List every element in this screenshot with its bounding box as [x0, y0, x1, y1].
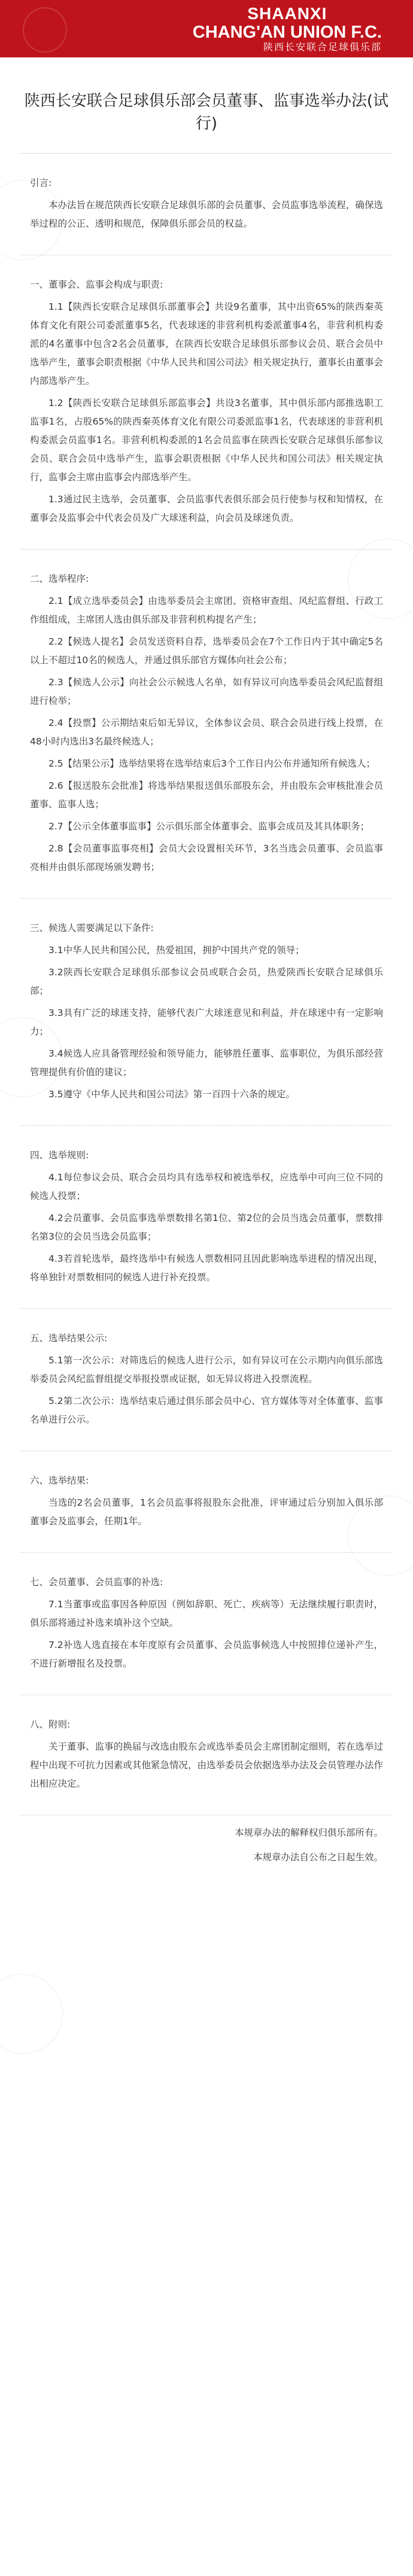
section-heading: 三、候选人需要满足以下条件:: [30, 923, 154, 933]
title-divider: [20, 153, 393, 154]
section-paragraph: 4.3若首轮选举，最终选举中有候选人票数相同且因此影响选举进程的情况出现，将单独针对票数相同的候选人进行补充投票。: [30, 1253, 383, 1283]
footer-interpretation-note: 本规章办法的解释权归俱乐部所有。: [234, 1827, 383, 1838]
section-paragraph: 3.2陕西长安联合足球俱乐部参议会员或联合会员，热爱陕西长安联合足球俱乐部；: [30, 967, 383, 996]
intro-heading: 引言:: [30, 178, 52, 188]
section-paragraph: 2.5【结果公示】选举结果将在选举结束后3个工作日内公布并通知所有候选人；: [48, 758, 376, 769]
club-brand: [193, 5, 382, 53]
brand-line-1: SHAANXI: [247, 4, 327, 23]
section-paragraph: 2.1【成立选举委员会】由选举委员会主席团、资格审查组、风纪监督组、行政工作组组成，主席团人选由俱乐部及非营利机构提名产生；: [30, 596, 383, 625]
section-divider: [20, 549, 393, 550]
section-heading: 五、选举结果公示:: [30, 1333, 108, 1344]
section-heading: 七、会员董事、会员监事的补选:: [30, 1577, 163, 1588]
club-crest-icon: [23, 7, 67, 53]
section-paragraph: 2.3【候选人公示】向社会公示候选人名单，如有异议可向选举委员会风纪监督组进行检举；: [30, 677, 383, 706]
section-heading: 二、选举程序:: [30, 573, 89, 584]
section-paragraph: 2.6【报送股东会批准】将选举结果报送俱乐部股东会，并由股东会审核批准会员董事、监事人选；: [30, 780, 383, 810]
intro-text: 本办法旨在规范陕西长安联合足球俱乐部的会员董事、会员监事选举流程，确保选举过程的公正、透明和规范，保障俱乐部会员的权益。: [30, 200, 383, 229]
section-paragraph: 1.2【陕西长安联合足球俱乐部监事会】共设3名董事，其中俱乐部内部推选职工监事1名，占股65%的陕西秦英体育文化有限公司委派监事1名，代表球迷的非营利机构委派会员监事1名。非营利机构委派的1名会员监事在陕西长安联合足球俱乐部参议会员、联合会员中选举产生，监事会职责根据《中华人民共和国公司法》相关规定执行，监事会主席由监事会内部选举产生。: [30, 398, 383, 483]
section-heading: 四、选举规则:: [30, 1150, 89, 1161]
section-paragraph: 2.7【公示全体董事监事】公示俱乐部全体董事会、监事会成员及其具体职务；: [48, 821, 370, 832]
section-paragraph: 5.1第一次公示：对筛选后的候选人进行公示，如有异议可在公示期内向俱乐部选举委员会风纪监督组提交举报投票或证据，如无异议将进入投票流程。: [30, 1355, 383, 1384]
section-paragraph: 4.2会员董事、会员监事选举票数排名第1位、第2位的会员当选会员董事，票数排名第3位的会员当选会员监事；: [30, 1213, 383, 1242]
section-divider: [20, 898, 393, 899]
section-paragraph: 关于董事、监事的换届与改选由股东会或选举委员会主席团制定细则，若在选举过程中出现不可抗力因素或其他紧急情况，由选举委员会依据选举办法及会员管理办法作出相应决定。: [30, 1741, 383, 1789]
section-divider: [20, 1125, 393, 1126]
section-paragraph: 5.2第二次公示：选举结束后通过俱乐部会员中心、官方媒体等对全体董事、监事名单进行公示。: [30, 1396, 383, 1425]
section-paragraph: 1.3通过民主选举，会员董事、会员监事代表俱乐部会员行使参与权和知情权，在董事会及监事会中代表会员及广大球迷利益，向会员及球迷负责。: [30, 494, 383, 523]
section-paragraph: 3.1中华人民共和国公民，热爱祖国，拥护中国共产党的领导；: [48, 945, 305, 956]
section-paragraph: 3.5遵守《中华人民共和国公司法》第一百四十六条的规定。: [48, 1089, 296, 1100]
section-heading: 一、董事会、监事会构成与职责:: [30, 279, 163, 290]
section-paragraph: 3.3具有广泛的球迷支持，能够代表广大球迷意见和利益，并在球迷中有一定影响力；: [30, 1008, 383, 1037]
section-divider: [20, 1308, 393, 1309]
section-paragraph: 3.4候选人应具备管理经验和领导能力，能够胜任董事、监事职位，为俱乐部经营管理提供有价值的建议；: [30, 1048, 383, 1078]
section-paragraph: 2.2【候选人提名】会员发送资料自荐，选举委员会在7个工作日内于其中确定5名以上不超过10名的候选人，并通过俱乐部官方媒体向社会公布；: [30, 636, 383, 666]
watermark-crest-icon: [0, 1973, 63, 2055]
footer-effective-note: 本规章办法自公布之日起生效。: [253, 1852, 383, 1863]
brand-chinese-name: 陕西长安联合足球俱乐部: [263, 41, 382, 53]
brand-line-2: CHANG'AN UNION F.C.: [192, 23, 382, 42]
section-heading: 六、选举结果:: [30, 1475, 89, 1486]
article-body: [30, 174, 383, 1867]
section-paragraph: 2.4【投票】公示期结束后如无异议，全体参议会员、联合会员进行线上投票，在48小时内选出3名最终候选人；: [30, 718, 383, 747]
section-paragraph: 7.2补选人选直接在本年度原有会员董事、会员监事候选人中按照排位递补产生，不进行新增报名及投票。: [30, 1640, 383, 1669]
section-paragraph: 1.1【陕西长安联合足球俱乐部董事会】共设9名董事，其中出资65%的陕西秦英体育文化有限公司委派董事5名，代表球迷的非营利机构委派董事4名，非营利机构委派的4名董事中包含2名会员董事，在陕西长安联合足球俱乐部参议会员、联合会员中选举产生，董事会职责根据《中华人民共和国公司法》相关规定执行，董事长由董事会内部选举产生。: [30, 301, 383, 386]
section-heading: 八、附则:: [30, 1719, 71, 1730]
section-paragraph: 7.1当董事或监事因各种原因（例如辞职、死亡、疾病等）无法继续履行职责时，俱乐部将通过补选来填补这个空缺。: [30, 1599, 383, 1628]
section-paragraph: 当选的2名会员董事，1名会员监事将报股东会批准，评审通过后分别加入俱乐部董事会及监事会，任期1年。: [30, 1497, 383, 1527]
section-paragraph: 4.1每位参议会员、联合会员均具有选举权和被选举权，应选举中可向三位不同的候选人投票；: [30, 1172, 383, 1201]
page-title: 陕西长安联合足球俱乐部会员董事、监事选举办法(试行): [24, 92, 389, 133]
section-divider: [20, 1552, 393, 1553]
club-header-banner: [0, 0, 413, 57]
section-paragraph: 2.8【会员董事监事亮相】会员大会设置相关环节，3名当选会员董事、会员监事亮相并由俱乐部现场颁发聘书；: [30, 843, 383, 872]
